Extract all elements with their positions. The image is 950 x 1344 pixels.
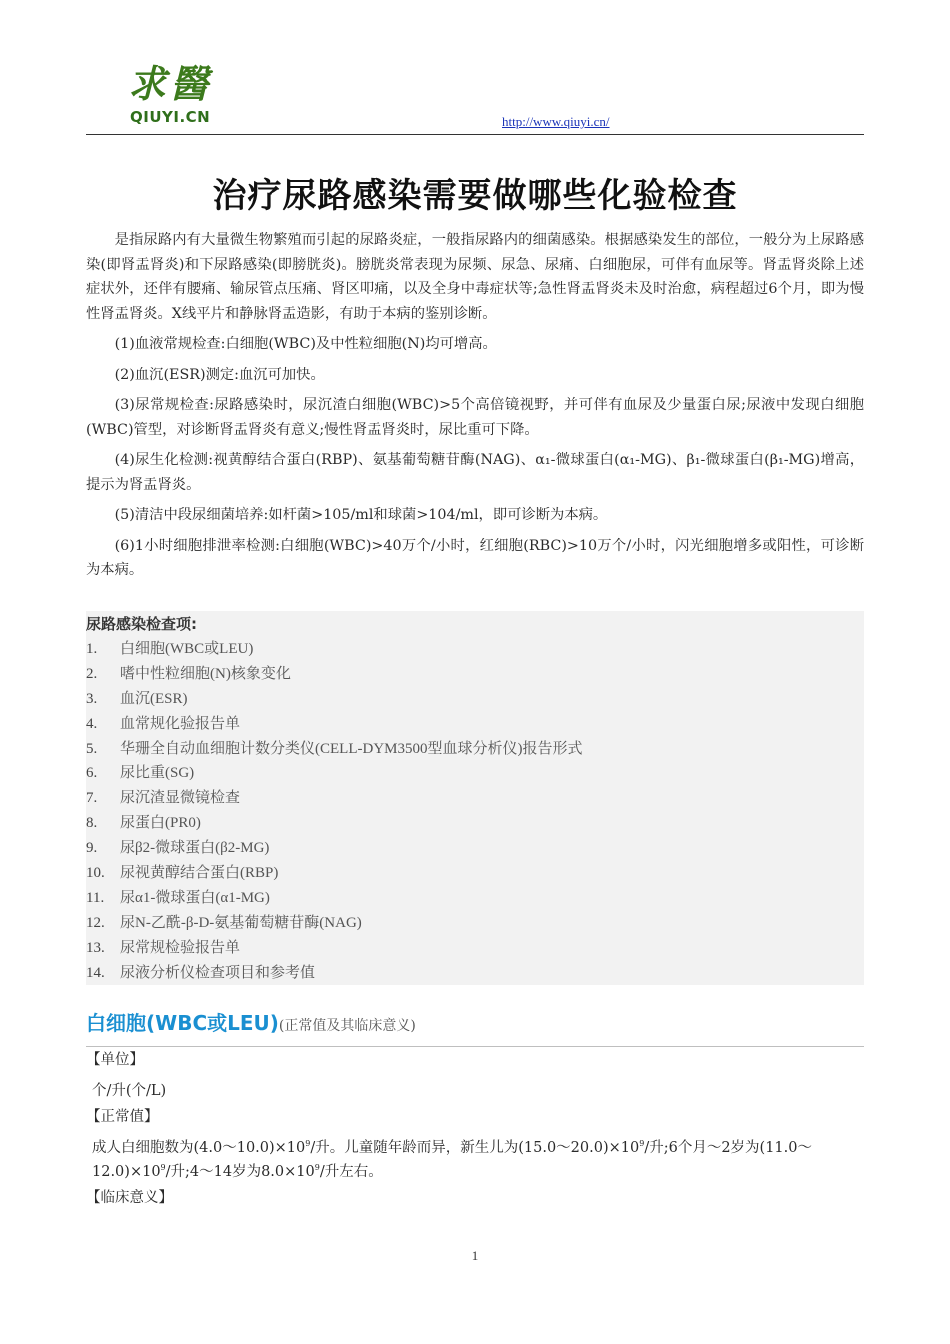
exam-paragraph-5: (5)清洁中段尿细菌培养:如杆菌>105/ml和球菌>104/ml，即可诊断为本病。: [114, 507, 608, 523]
list-item[interactable]: [86, 637, 582, 662]
intro-paragraph: 是指尿路内有大量微生物繁殖而引起的尿路炎症，一般指尿路内的细菌感染。根据感染发生的部位，一般分为上尿路感染(即肾盂肾炎)和下尿路感染(即膀胱炎)。膀胱炎常表现为尿频、尿急、尿痛、白细胞尿，可伴有血尿等。肾盂肾炎除上述症状外，还伴有腰痛、输尿管点压痛、肾区叩痛，以及全身中毒症状等;急性肾盂肾炎未及时治愈，病程超过6个月，即为慢性肾盂肾炎。X线平片和静脉肾盂造影，有助于本病的鉴别诊断。: [86, 232, 864, 322]
list-item-text: 白细胞(WBC或LEU): [120, 641, 254, 657]
list-item-text: 尿常规检验报告单: [120, 939, 241, 956]
list-item-number: 14.: [86, 964, 105, 981]
list-item-number: 2.: [86, 665, 98, 682]
page-title: 治疗尿路感染需要做哪些化验检查: [212, 176, 738, 216]
list-item-number: 6.: [86, 765, 98, 782]
section-title: 白细胞(WBC或LEU): [86, 1011, 279, 1035]
list-item[interactable]: [86, 811, 582, 836]
list-item[interactable]: [86, 687, 582, 712]
list-item[interactable]: [86, 836, 582, 861]
list-item-text: 尿N-乙酰-β-D-氨基葡萄糖苷酶(NAG): [120, 914, 362, 931]
list-item-number: 3.: [86, 690, 98, 707]
qiuyi-logo: [128, 62, 238, 128]
normal-value-part: 成人白细胞数为(4.0～10.0)×10: [92, 1139, 306, 1156]
list-item[interactable]: [86, 712, 582, 737]
site-url-link[interactable]: http://www.qiuyi.cn/: [502, 114, 610, 129]
list-item-text: 尿蛋白(PR0): [120, 815, 201, 832]
list-item-number: 8.: [86, 815, 98, 832]
list-item[interactable]: [86, 761, 582, 786]
list-item-text: 尿β2-微球蛋白(β2-MG): [120, 840, 270, 857]
section-detail: [86, 1047, 864, 1211]
list-item-number: 10.: [86, 865, 105, 882]
exponent: 9: [160, 1163, 166, 1173]
list-item[interactable]: [86, 662, 582, 687]
exam-paragraph-2: (2)血沉(ESR)测定:血沉可加快。: [114, 366, 325, 383]
list-item[interactable]: [86, 911, 582, 936]
list-item-number: 9.: [86, 840, 98, 857]
clinical-significance-label: 【临床意义】: [86, 1189, 173, 1206]
list-item[interactable]: [86, 936, 582, 961]
list-item[interactable]: [86, 786, 582, 811]
page-number: 1: [471, 1248, 479, 1263]
normal-value-part: /升;6个月～2岁为(11.0～12.0)×10: [92, 1139, 812, 1180]
list-item-text: 华珊全自动血细胞计数分类仪(CELL-DYM3500型血球分析仪)报告形式: [120, 740, 583, 757]
list-item[interactable]: [86, 737, 582, 762]
list-item-number: 12.: [86, 914, 105, 931]
list-item-text: 尿液分析仪检查项目和参考值: [120, 964, 316, 981]
list-item-number: 5.: [86, 740, 98, 757]
list-item-number: 1.: [86, 641, 98, 657]
page-header: [86, 58, 864, 135]
normal-value-part: /升;4～14岁为8.0×10: [165, 1164, 315, 1180]
logo-en-tld: CN: [185, 108, 211, 126]
list-item-text: 尿比重(SG): [120, 765, 195, 782]
unit-label: 【单位】: [86, 1052, 144, 1068]
list-item[interactable]: [86, 861, 582, 886]
normal-value-part: /升。儿童随年龄而异，新生儿为(15.0～20.0)×10: [310, 1139, 640, 1156]
article-body: [86, 228, 864, 589]
exam-paragraph-1: (1)血液常规检查:白细胞(WBC)及中性粒细胞(N)均可增高。: [114, 336, 497, 352]
list-item-text: 尿沉渣显微镜检查: [120, 790, 241, 807]
exam-items-title: 尿路感染检查项:: [86, 615, 197, 633]
exponent: 9: [314, 1163, 320, 1173]
normal-value-text: [86, 1136, 864, 1185]
exam-paragraph-3: (3)尿常规检查:尿路感染时，尿沉渣白细胞(WBC)>5个高倍镜视野，并可伴有血尿及少量蛋白尿;尿液中发现白细胞(WBC)管型，对诊断肾盂肾炎有意义;慢性肾盂肾炎时，尿比重可下降。: [86, 397, 864, 438]
list-item-text: 尿视黄醇结合蛋白(RBP): [120, 865, 279, 882]
exam-paragraph-4: (4)尿生化检测:视黄醇结合蛋白(RBP)、氨基葡萄糖苷酶(NAG)、α₁-微球蛋白(α₁-MG)、β₁-微球蛋白(β₁-MG)增高，提示为肾盂肾炎。: [86, 452, 864, 493]
exam-items-list: [86, 637, 582, 985]
normal-value-part: /升左右。: [319, 1164, 383, 1180]
unit-value: 个/升(个/L): [92, 1083, 167, 1099]
section-subtitle: (正常值及其临床意义): [278, 1018, 416, 1034]
list-item-text: 血常规化验报告单: [120, 715, 241, 732]
list-item-number: 4.: [86, 715, 98, 732]
section-heading: [86, 1008, 864, 1047]
list-item-text: 血沉(ESR): [120, 690, 188, 707]
logo-en-dot: .: [179, 108, 186, 126]
exponent: 9: [305, 1138, 311, 1148]
exam-items-box: [86, 611, 864, 985]
list-item-text: 嗜中性粒细胞(N)核象变化: [120, 665, 291, 682]
list-item-number: 13.: [86, 939, 105, 956]
logo-chinese-text: 求醫: [128, 61, 213, 106]
logo-en-name: QIUYI: [130, 108, 180, 126]
exponent: 9: [639, 1138, 645, 1148]
list-item-text: 尿α1-微球蛋白(α1-MG): [120, 889, 270, 906]
list-item-number: 11.: [86, 889, 105, 906]
list-item[interactable]: [86, 961, 582, 986]
list-item-number: 7.: [86, 790, 98, 807]
list-item[interactable]: [86, 886, 582, 911]
logo-english-text: [130, 108, 210, 126]
exam-paragraph-6: (6)1小时细胞排泄率检测:白细胞(WBC)>40万个/小时，红细胞(RBC)>10万个/小时，闪光细胞增多或阳性，可诊断为本病。: [86, 537, 864, 578]
normal-value-label: 【正常值】: [86, 1108, 159, 1125]
